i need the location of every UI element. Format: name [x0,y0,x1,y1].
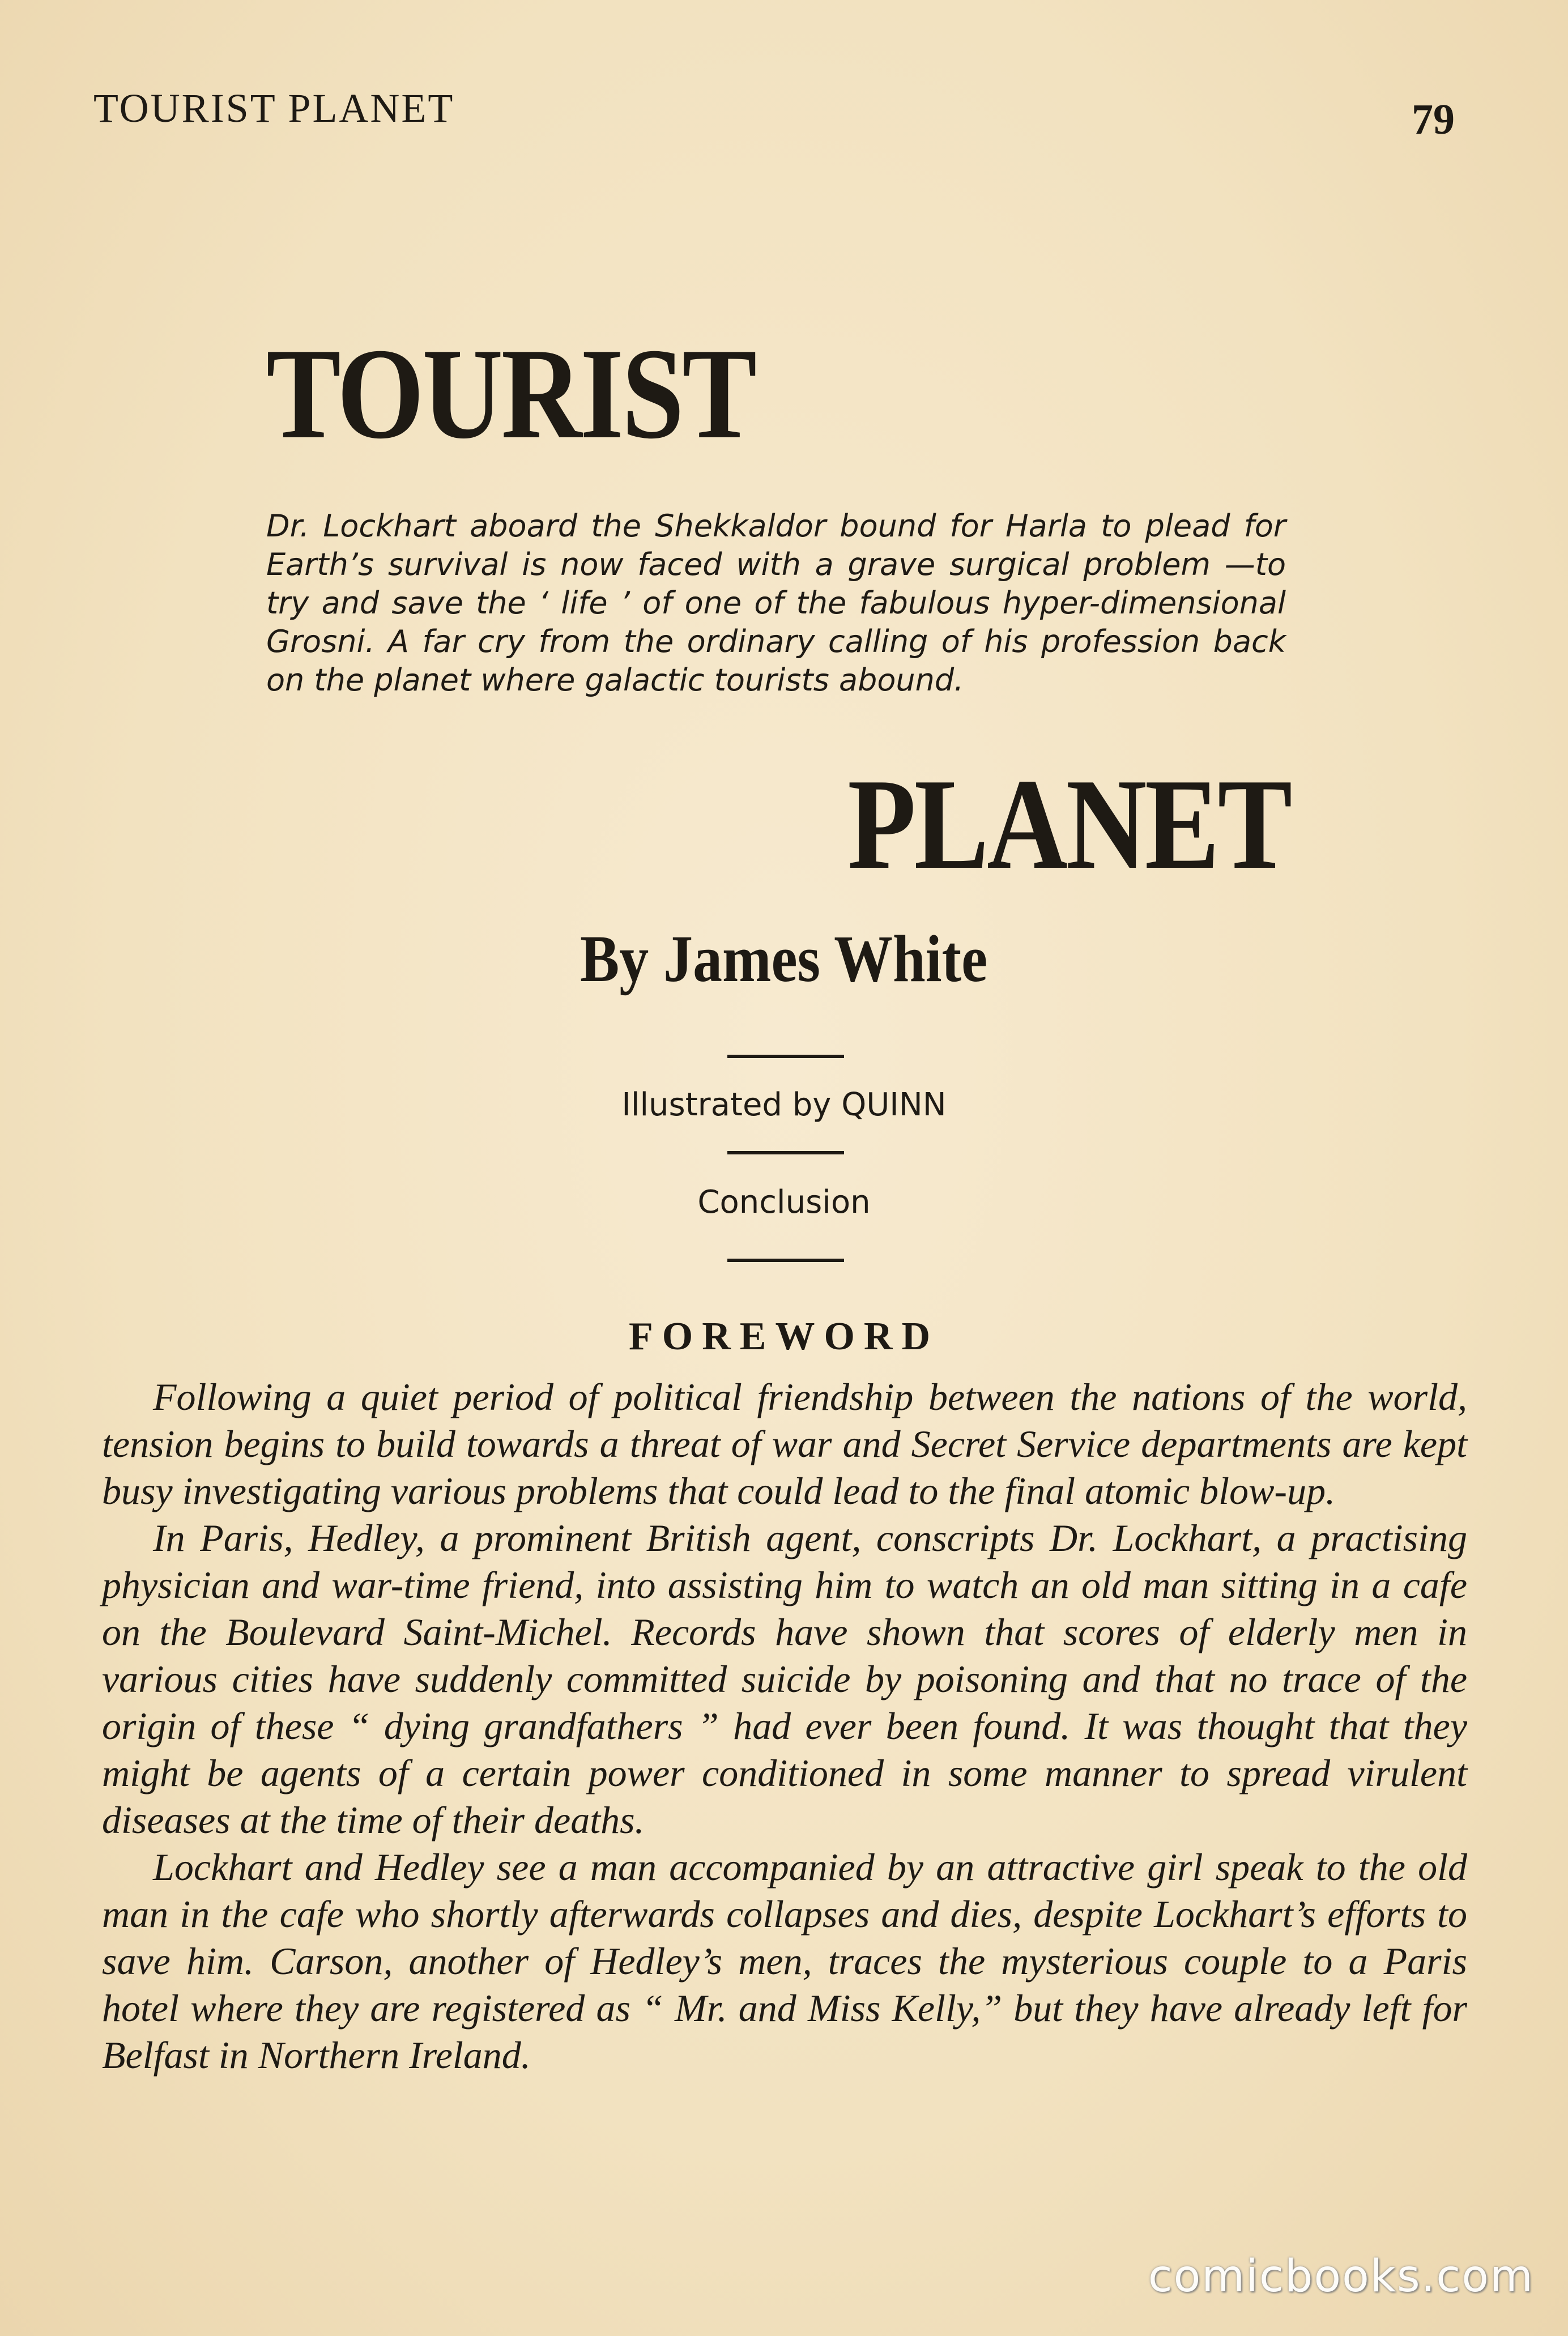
foreword-heading: FOREWORD [629,1315,939,1358]
running-head: TOURIST PLANET [93,86,455,131]
foreword-body [102,1374,1467,2079]
story-title-line-1: TOURIST [266,321,755,466]
byline [0,920,1568,998]
story-blurb: Dr. Lockhart aboard the Shekkaldor bound for Harla to plead for Earth’s survival is now faced with a grave surgical problem —to try and save the ‘ life ’ of one of the fabulous hyper-dimensional Grosni. A far cry from the ordinary calling of his profession back on the planet where galactic tourists abound. [266,508,1286,698]
foreword-paragraph: In Paris, Hedley, a prominent British agent, conscripts Dr. Lockhart, a practising physician and war-time friend, into assisting him to watch an old man sitting in a cafe on the Boulevard Saint-Michel. Records have shown that scores of elderly men in various cities have suddenly committed suicide by poisoning and that no trace of the origin of these “ dying grandfathers ” had ever been found. It was thought that they might be agents of a certain power conditioned in some manner to spread virulent diseases at the time of their deaths. [102,1516,1467,1841]
author-name: By James White [580,922,988,996]
story-title-line-2: PLANET [847,752,1290,896]
foreword-paragraph: Following a quiet period of political friendship between the nations of the world, tension begins to build towards a threat of war and Secret Service departments are kept busy investigating various problems that could lead to the final atomic blow-up. [102,1375,1467,1512]
divider-rule [727,1055,844,1058]
illustrator-credit: Illustrated by QUINN [621,1086,947,1123]
page-number: 79 [1412,96,1455,143]
site-watermark: comicbooks.com [1148,2251,1534,2302]
installment-label: Conclusion [697,1184,871,1221]
foreword-paragraph: Lockhart and Hedley see a man accompanied by an attractive girl speak to the old man in the cafe who shortly afterwards collapses and dies, despite Lockhart’s efforts to save him. Carson, another of Hedley’s men, traces the mysterious couple to a Paris hotel where they are registered as “ Mr. and Miss Kelly,” but they have already left for Belfast in Northern Ireland. [102,1845,1467,2077]
divider-rule [727,1151,844,1154]
divider-rule [727,1259,844,1262]
